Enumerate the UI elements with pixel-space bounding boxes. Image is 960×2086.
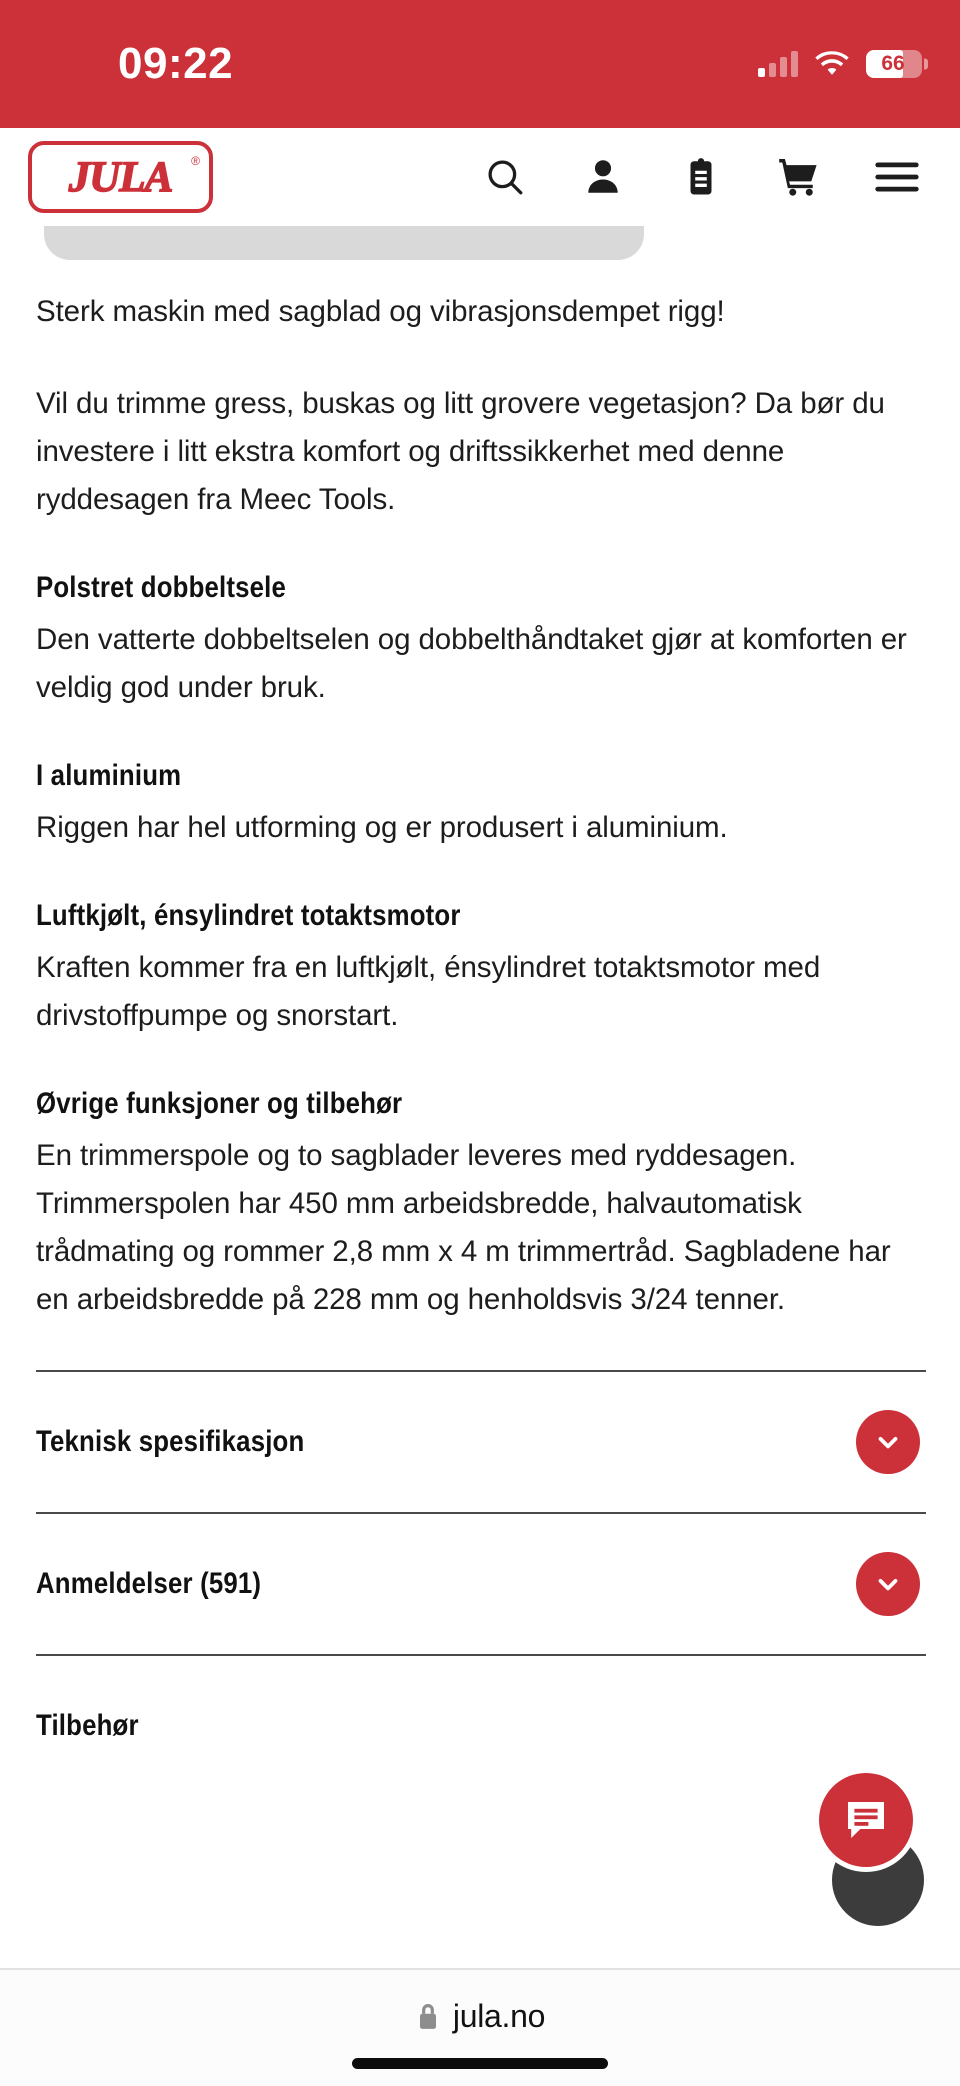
accordion-label: Teknisk spesifikasjon [36, 1425, 305, 1458]
section-heading: Polstret dobbeltsele [36, 571, 287, 604]
section-paragraph: Den vatterte dobbeltselen og dobbelthåndtaket gjør at komforten er veldig god under bruk. [36, 623, 907, 704]
url-display[interactable] [415, 1998, 545, 2035]
site-header [0, 128, 960, 226]
cart-icon[interactable] [776, 154, 822, 200]
trademark-symbol: ® [191, 154, 200, 168]
url-text: jula.no [452, 1998, 546, 2034]
section-heading: Øvrige funksjoner og tilbehør [36, 1087, 403, 1120]
status-bar [0, 0, 960, 128]
accordion-row-teknisk-spesifikasjon[interactable] [36, 1370, 926, 1512]
lock-icon [415, 2001, 441, 2033]
product-description [0, 226, 960, 1796]
hamburger-menu-icon[interactable] [874, 154, 920, 200]
search-icon[interactable] [482, 154, 528, 200]
user-icon[interactable] [580, 154, 626, 200]
lead-paragraph: Vil du trimme gress, buskas og litt grovere vegetasjon? Da bør du investere i litt ekstra komfort og driftssikkerhet med denne ryddesagen fra Meec Tools. [36, 387, 885, 516]
battery-icon [866, 50, 922, 78]
cellular-signal-icon [758, 51, 798, 77]
chat-bubble-icon[interactable] [814, 1768, 918, 1872]
section-paragraph: Kraften kommer fra en luftkjølt, énsylindret totaktsmotor med drivstoffpumpe og snorstart. [36, 951, 821, 1032]
scrolled-section-stub [44, 226, 644, 260]
header-icon-group [482, 154, 924, 200]
section-heading: I aluminium [36, 759, 182, 792]
accordion-row-anmeldelser[interactable] [36, 1512, 926, 1654]
browser-bottom-bar [0, 1968, 960, 2086]
status-bar-clock: 09:22 [118, 39, 234, 88]
chevron-down-icon[interactable] [856, 1552, 920, 1616]
accordion-label: Tilbehør [36, 1709, 139, 1742]
accordion [36, 1370, 926, 1796]
chevron-down-icon[interactable] [856, 1410, 920, 1474]
jula-logo[interactable] [28, 141, 213, 213]
intro-paragraph: Sterk maskin med sagblad og vibrasjonsdempet rigg! [36, 295, 725, 328]
wifi-icon [815, 51, 849, 77]
status-bar-indicators [758, 50, 922, 78]
logo-wordmark: JULA [68, 153, 173, 201]
accordion-label: Anmeldelser (591) [36, 1567, 262, 1600]
clipboard-icon[interactable] [678, 154, 724, 200]
section-heading: Luftkjølt, énsylindret totaktsmotor [36, 899, 461, 932]
section-paragraph: Riggen har hel utforming og er produsert i aluminium. [36, 811, 728, 844]
section-paragraph: En trimmerspole og to sagblader leveres med ryddesagen. Trimmerspolen har 450 mm arbeidsbredde, halvautomatisk trådmating og rommer 2,8 mm x 4 m trimmertråd. Sagbladene har en arbeidsbredde på 228 mm og henholdsvis 3/24 tenner. [36, 1139, 891, 1316]
battery-percent-label: 66 [881, 52, 905, 75]
home-indicator [352, 2058, 608, 2069]
accordion-row-tilbehor[interactable] [36, 1654, 926, 1796]
page-content [0, 226, 960, 1968]
